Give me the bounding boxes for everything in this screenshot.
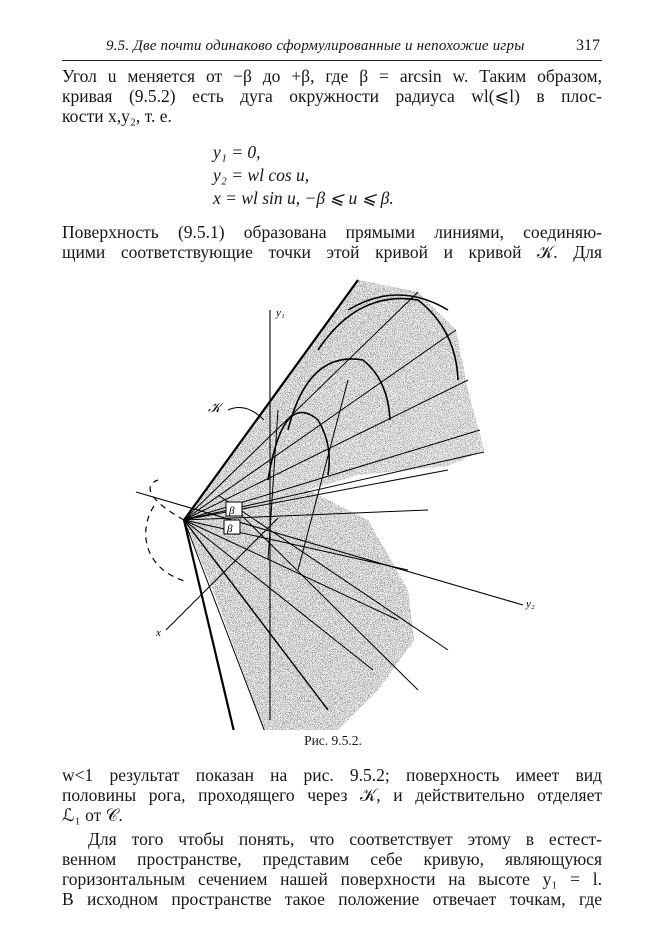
figure-caption: Рис. 9.5.2. xyxy=(304,733,362,748)
surface-paragraph xyxy=(62,222,602,262)
beta-label-upper: β xyxy=(229,505,235,517)
intro-paragraph xyxy=(62,66,602,126)
equation-y2: y₂ = wl cos u, xyxy=(213,165,310,185)
axis-label-y1: y₁ xyxy=(276,307,285,319)
running-header xyxy=(62,36,602,61)
text-line: щими соответствующие точки этой кривой и кривой 𝒦. Для xyxy=(62,242,602,262)
text-line: горизонтальным сечением нашей поверхности на высоте y₁ = l. xyxy=(62,869,602,889)
text-line: ℒ₁ от 𝒞. xyxy=(62,805,123,825)
equation-x: x = wl sin u, −β ⩽ u ⩽ β. xyxy=(213,188,394,208)
figure-horn-surface xyxy=(118,270,558,730)
text-line: кривая (9.5.2) есть дуга окружности радиуса wl(⩽l) в плос- xyxy=(62,86,602,106)
beta-label-lower: β xyxy=(227,523,233,535)
result-paragraph xyxy=(62,765,602,825)
text-line: Угол u меняется от −β до +β, где β = arcsin w. Таким образом, xyxy=(62,66,602,86)
text-line: венном пространстве, представим себе кривую, являющуюся xyxy=(62,849,602,869)
text-line: w<1 результат показан на рис. 9.5.2; поверхность имеет вид xyxy=(62,765,602,785)
horn-surface-diagram xyxy=(118,270,558,730)
text-line: Поверхность (9.5.1) образована прямыми линиями, соединяю- xyxy=(62,222,602,242)
running-title: 9.5. Две почти одинаково сформулированные и непохожие игры xyxy=(106,38,525,54)
interpretation-paragraph xyxy=(62,829,602,909)
equation-y1: y₁ = 0, xyxy=(213,142,261,162)
curve-label-k: 𝒦 xyxy=(208,401,222,416)
text-line: Для того чтобы понять, что соответствует этому в естест- xyxy=(88,829,602,849)
text-line: кости x,y₂, т. е. xyxy=(62,106,172,126)
dashed-projection-arc xyxy=(146,480,188,582)
page-number: 317 xyxy=(576,37,600,54)
axis-label-x: x xyxy=(156,627,161,639)
text-line: В исходном пространстве такое положение отвечает точкам, где xyxy=(62,889,602,909)
text-line: половины рога, проходящего через 𝒦, и действительно отделяет xyxy=(62,785,602,805)
axis-label-y2: y₂ xyxy=(526,598,535,610)
